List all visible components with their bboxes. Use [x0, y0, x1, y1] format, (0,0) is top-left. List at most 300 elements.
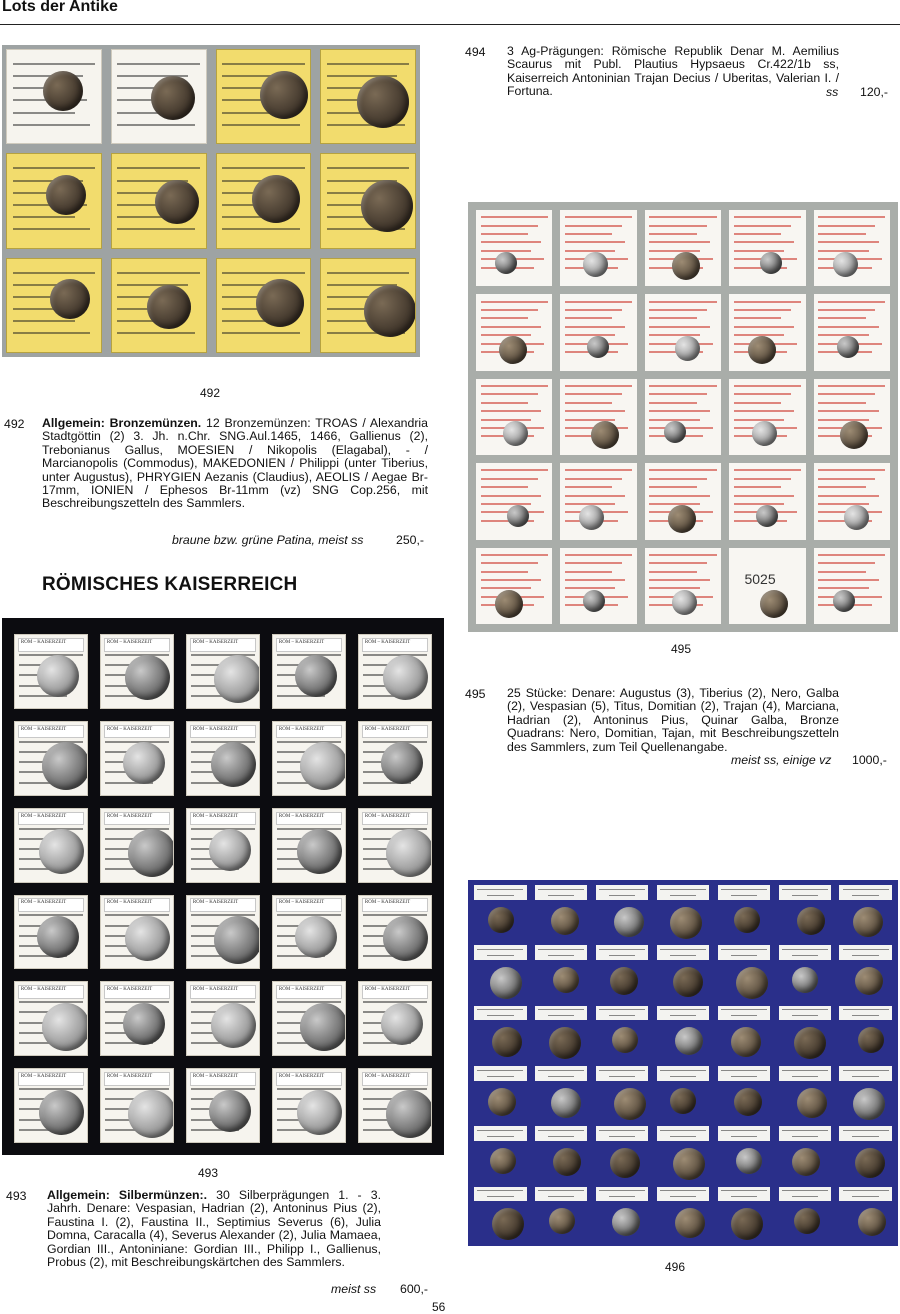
handwritten-line [818, 503, 868, 505]
coin-slot [533, 1186, 590, 1242]
coin-label [839, 1126, 891, 1141]
coin [364, 285, 416, 337]
coin [756, 505, 778, 527]
coin [736, 1148, 762, 1174]
coin [853, 1088, 885, 1120]
printed-line [852, 955, 878, 956]
handwritten-line [649, 478, 706, 480]
collector-card [14, 634, 88, 709]
handwritten-line [481, 393, 538, 395]
coin-slot [594, 1125, 651, 1181]
collector-card [358, 721, 432, 796]
handwritten-line [649, 393, 706, 395]
printed-line [843, 889, 889, 890]
coin [675, 1027, 703, 1055]
handwritten-line [649, 495, 709, 497]
handwritten-line [481, 478, 538, 480]
handwritten-line [481, 317, 528, 319]
coin [858, 1208, 886, 1236]
lot-number-494: 494 [465, 45, 486, 59]
collector-card [814, 379, 890, 455]
handwritten-line [818, 410, 878, 412]
printed-line [548, 1015, 574, 1016]
handwritten-line [818, 301, 885, 303]
printed-line [609, 1015, 635, 1016]
card-label-text: ROM – KAISERZEIT [278, 639, 325, 645]
handwritten-line [649, 334, 699, 336]
card-label-text: ROM – KAISERZEIT [278, 813, 325, 819]
card-label-strip [104, 638, 170, 652]
collector-card [560, 379, 636, 455]
collector-card [729, 463, 805, 539]
handwritten-line [649, 233, 696, 235]
coin-slot [472, 944, 529, 1000]
printed-line [477, 1190, 523, 1191]
printed-line [782, 1130, 828, 1131]
handwritten-line [13, 272, 96, 274]
handwritten-line [19, 828, 82, 830]
coin-slot [776, 1186, 833, 1242]
printed-line [782, 1190, 828, 1191]
card-label-text: ROM – KAISERZEIT [278, 1074, 325, 1080]
card-label-text: ROM – KAISERZEIT [192, 987, 239, 993]
coin-label [718, 1006, 770, 1021]
coin-label [474, 1187, 526, 1202]
coin [128, 1090, 174, 1138]
card-label-strip [276, 812, 342, 826]
coin [675, 336, 700, 361]
coin [39, 829, 84, 874]
handwritten-line [481, 587, 531, 589]
coin [840, 421, 868, 449]
handwritten-line [19, 1088, 82, 1090]
coin-label [657, 1066, 709, 1081]
handwritten-line [565, 571, 612, 573]
handwritten-line [818, 326, 878, 328]
collector-card [6, 153, 102, 248]
lot-price-492: 250,- [396, 533, 425, 547]
handwritten-line [649, 385, 716, 387]
collector-card [729, 548, 805, 624]
coin [492, 1208, 524, 1240]
printed-line [843, 1190, 889, 1191]
card-label-text: ROM – KAISERZEIT [278, 726, 325, 732]
coin-label [839, 885, 891, 900]
coin-slot [837, 1186, 894, 1242]
lot-grade-494: ss [826, 85, 839, 99]
card-label-text: ROM – KAISERZEIT [106, 813, 153, 819]
printed-line [731, 1196, 757, 1197]
collector-card [111, 49, 207, 144]
printed-line [609, 1076, 635, 1077]
printed-line [731, 1015, 757, 1016]
coin [383, 916, 428, 961]
card-label-strip [190, 638, 256, 652]
coin-label [718, 885, 770, 900]
lot-description-494 [507, 45, 839, 99]
card-label-text: ROM – KAISERZEIT [20, 726, 67, 732]
coin [583, 590, 605, 612]
coin-label [779, 1126, 831, 1141]
printed-line [792, 1015, 818, 1016]
collector-card [814, 210, 890, 286]
coin-label [535, 1006, 587, 1021]
coin-slot [594, 1005, 651, 1061]
coin [386, 829, 432, 877]
handwritten-line [818, 469, 885, 471]
printed-line [721, 1130, 767, 1131]
card-label-text: ROM – KAISERZEIT [106, 1074, 153, 1080]
handwritten-line [565, 486, 612, 488]
handwritten-line [481, 554, 548, 556]
coin [37, 655, 79, 697]
handwritten-line [565, 301, 632, 303]
handwritten-line [481, 301, 548, 303]
coin-slot [776, 1005, 833, 1061]
handwritten-line [13, 320, 75, 322]
handwritten-line [222, 167, 305, 169]
handwritten-line [818, 478, 875, 480]
handwritten-line [277, 828, 340, 830]
coin [147, 285, 191, 329]
coin [855, 967, 883, 995]
handwritten-line [363, 654, 426, 656]
coin [381, 742, 423, 784]
handwritten-line [117, 228, 195, 230]
printed-line [477, 949, 523, 950]
handwritten-line [222, 228, 300, 230]
handwritten-line [734, 233, 781, 235]
printed-line [660, 1070, 706, 1071]
coin [734, 907, 760, 933]
coin-label [779, 885, 831, 900]
coin-label [596, 885, 648, 900]
handwritten-line [19, 1001, 82, 1003]
coin [295, 655, 337, 697]
printed-line [852, 1136, 878, 1137]
card-label-strip [18, 638, 84, 652]
coin [39, 1090, 84, 1135]
handwritten-line [818, 233, 865, 235]
card-label-strip [104, 725, 170, 739]
coin-label [474, 1006, 526, 1021]
coin-slot [533, 944, 590, 1000]
card-label-text: ROM – KAISERZEIT [278, 987, 325, 993]
figure-caption-492: 492 [199, 386, 221, 400]
coin [123, 1003, 165, 1045]
printed-line [670, 955, 696, 956]
coin-slot [594, 884, 651, 940]
coin [297, 1090, 342, 1135]
coin-slot [776, 884, 833, 940]
coin-label [779, 1187, 831, 1202]
card-label-text: ROM – KAISERZEIT [20, 639, 67, 645]
handwritten-line [818, 419, 868, 421]
card-label-strip [362, 725, 428, 739]
handwritten-line [481, 225, 538, 227]
coin [797, 1088, 827, 1118]
card-label-text: ROM – KAISERZEIT [20, 900, 67, 906]
handwritten-line [565, 241, 625, 243]
coin-label [596, 1187, 648, 1202]
handwritten-line [481, 486, 528, 488]
printed-line [548, 1196, 574, 1197]
coin [50, 279, 90, 319]
handwritten-line [818, 216, 885, 218]
handwritten-line [277, 1001, 340, 1003]
coin [300, 742, 346, 790]
handwritten-line [649, 486, 696, 488]
coin-label [474, 1126, 526, 1141]
printed-line [792, 1196, 818, 1197]
coin-label [596, 1066, 648, 1081]
handwritten-line [734, 216, 801, 218]
lot-number-493: 493 [6, 1189, 27, 1203]
collector-card [814, 294, 890, 370]
coin-slot [472, 884, 529, 940]
handwritten-line [481, 495, 541, 497]
coin [672, 252, 700, 280]
card-label-strip [362, 985, 428, 999]
printed-line [477, 1009, 523, 1010]
coin [553, 1148, 581, 1176]
photo-lot-496 [468, 880, 898, 1246]
card-label-strip [18, 1072, 84, 1086]
printed-line [670, 895, 696, 896]
coin-slot [472, 1186, 529, 1242]
photo-lot-495 [468, 202, 898, 632]
card-label-text: ROM – KAISERZEIT [364, 639, 411, 645]
collector-card [358, 634, 432, 709]
coin [549, 1208, 575, 1234]
coin-label [779, 1006, 831, 1021]
printed-line [731, 1136, 757, 1137]
handwritten-line [734, 410, 794, 412]
coin-label [657, 1187, 709, 1202]
coin [490, 1148, 516, 1174]
printed-line [721, 1190, 767, 1191]
collector-card [645, 548, 721, 624]
printed-line [670, 1136, 696, 1137]
coin-label [839, 1066, 891, 1081]
handwritten-line [734, 402, 781, 404]
coin-slot [715, 1065, 772, 1121]
coin [833, 252, 858, 277]
coin-slot [655, 1186, 712, 1242]
lot-grade-492: braune bzw. grüne Patina, meist ss [172, 533, 364, 547]
coin [837, 336, 859, 358]
coin-slot [533, 884, 590, 940]
coin [37, 916, 79, 958]
collector-card [729, 210, 805, 286]
coin [151, 76, 195, 120]
collector-card [14, 721, 88, 796]
coin-label [474, 885, 526, 900]
coin [587, 336, 609, 358]
coin [43, 71, 83, 111]
card-label-strip [362, 1072, 428, 1086]
coin [155, 180, 199, 224]
coin-label [779, 945, 831, 960]
coin [300, 1003, 346, 1051]
card-label-text: ROM – KAISERZEIT [192, 639, 239, 645]
coin [214, 916, 260, 964]
coin [211, 1003, 256, 1048]
handwritten-line [481, 410, 541, 412]
printed-line [721, 889, 767, 890]
coin-label [718, 1126, 770, 1141]
collector-card [100, 634, 174, 709]
handwritten-line [649, 562, 706, 564]
lot-text-495: 25 Stücke: Denare: Augustus (3), Tiberius (2), Nero, Galba (2), Vespasian (5), Titus, Domitian (2), Trajan (4), Marciana, Hadrian (2), Antoninus Pius, Quinar Galba, Bronze Quadrans: Nero, Domitian, Tajan, mit Beschreibungszetteln des Sammlers, zum Teil Quellenangabe. [507, 686, 839, 754]
handwritten-line [363, 1088, 426, 1090]
lot-text-493: 30 Silberprägungen 1. - 3. Jahrh. Denare: Vespasian, Hadrian (2), Antoninus Pius (2), Faustina I. (2), Faustina II., Septimius Severus (6), Julia Domna, Caracalla (4), Severus Alexander (2), Julia Mamaea, Gordian III., Antoniniane: Gordian III., Philipp I., Gallienus, Probus (2), mit Beschreibungskärtchen des Sammlers. [47, 1188, 381, 1270]
collector-card [560, 463, 636, 539]
collector-card [100, 721, 174, 796]
coin [386, 1090, 432, 1138]
collector-card [476, 294, 552, 370]
coin [551, 1088, 581, 1118]
photo-lot-492 [2, 45, 420, 357]
coin [675, 1208, 705, 1238]
printed-line [609, 1136, 635, 1137]
coin-label [657, 885, 709, 900]
collector-card [729, 294, 805, 370]
card-label-strip [104, 812, 170, 826]
handwritten-line [649, 554, 716, 556]
coin [794, 1027, 826, 1059]
coin-slot [837, 944, 894, 1000]
lot-description-492 [42, 417, 428, 511]
coin-slot [837, 884, 894, 940]
lot-grade-493: meist ss [331, 1282, 377, 1296]
coin [357, 76, 409, 128]
card-label-text: ROM – KAISERZEIT [20, 987, 67, 993]
coin [507, 505, 529, 527]
handwritten-line [481, 562, 538, 564]
handwritten-line [565, 469, 632, 471]
collector-card [358, 895, 432, 970]
coin [495, 590, 523, 618]
coin [673, 1148, 705, 1180]
handwritten-line [565, 326, 625, 328]
coin [209, 1090, 251, 1132]
card-label-strip [18, 812, 84, 826]
coin-slot [776, 944, 833, 1000]
handwritten-line [818, 571, 865, 573]
printed-line [477, 889, 523, 890]
handwritten-line [565, 225, 622, 227]
handwritten-line [649, 225, 706, 227]
card-label-text: ROM – KAISERZEIT [364, 987, 411, 993]
handwritten-line [565, 317, 612, 319]
coin-slot [533, 1125, 590, 1181]
handwritten-line [222, 332, 300, 334]
printed-line [782, 889, 828, 890]
lot-number-495: 495 [465, 687, 486, 701]
coin [490, 967, 522, 999]
handwritten-line [481, 469, 548, 471]
coin [794, 1208, 820, 1234]
printed-line [843, 949, 889, 950]
coin [553, 967, 579, 993]
coin [128, 829, 174, 877]
printed-line [731, 1076, 757, 1077]
coin-slot [837, 1005, 894, 1061]
coin [209, 829, 251, 871]
handwritten-line [649, 402, 696, 404]
printed-line [599, 889, 645, 890]
printed-line [852, 895, 878, 896]
coin [495, 252, 517, 274]
photo-lot-493 [2, 618, 444, 1155]
coin [792, 1148, 820, 1176]
coin [46, 175, 86, 215]
handwritten-line [565, 216, 632, 218]
coin [211, 742, 256, 787]
handwritten-line [818, 317, 865, 319]
card-label-text: ROM – KAISERZEIT [192, 1074, 239, 1080]
card-label-strip [190, 1072, 256, 1086]
collector-card [560, 548, 636, 624]
collector-card [14, 1068, 88, 1143]
card-label-strip [104, 1072, 170, 1086]
handwritten-line [327, 167, 410, 169]
printed-line [792, 1136, 818, 1137]
collector-card [476, 379, 552, 455]
coin-slot [472, 1065, 529, 1121]
card-label-strip [190, 812, 256, 826]
handwritten-line [565, 419, 615, 421]
printed-line [792, 955, 818, 956]
handwritten-line [565, 554, 632, 556]
coin [503, 421, 528, 446]
collector-card [100, 895, 174, 970]
coin-label [657, 1006, 709, 1021]
coin [383, 655, 428, 700]
collector-card [272, 895, 346, 970]
printed-line [487, 1076, 513, 1077]
collector-card [186, 895, 260, 970]
handwritten-line [481, 571, 528, 573]
printed-line [670, 1076, 696, 1077]
printed-line [538, 889, 584, 890]
coin-slot [715, 1125, 772, 1181]
coin-label [535, 1066, 587, 1081]
lot-price-494: 120,- [860, 85, 889, 99]
coin-slot [776, 1065, 833, 1121]
coin-label [839, 1006, 891, 1021]
handwritten-line [222, 124, 300, 126]
collector-card [216, 49, 312, 144]
collector-card [216, 153, 312, 248]
lot-text-492: 12 Bronzemünzen: TROAS / Alexandria Stadtgöttin (2) 3. Jh. n.Chr. SNG.Aul.1465, 1466, Gallienus (2), Trebonianus Gallus, MOESIEN / Nikopolis (Elagabal), - / Marcianopolis (Commodus), MAKEDONIEN / Philippi (unter Tiberius, unter Augustus), PHRYGIEN Aezanis (Claudius), AEOLIS / Aegae Br-17mm, IONIEN / Ephesos Br-11mm (vz) SNG Cop.256, mit Beschreibungszetteln des Sammlers. [42, 416, 428, 511]
printed-line [538, 1070, 584, 1071]
handwritten-line [565, 334, 615, 336]
printed-line [731, 955, 757, 956]
card-label-text: ROM – KAISERZEIT [364, 1074, 411, 1080]
coin-label [535, 945, 587, 960]
collector-card [6, 258, 102, 353]
printed-line [660, 949, 706, 950]
handwritten-line [649, 571, 696, 573]
handwritten-line [481, 241, 541, 243]
handwritten-line [649, 587, 699, 589]
collector-card [645, 294, 721, 370]
printed-line [599, 1009, 645, 1010]
coin-label [779, 1066, 831, 1081]
coin [610, 967, 638, 995]
